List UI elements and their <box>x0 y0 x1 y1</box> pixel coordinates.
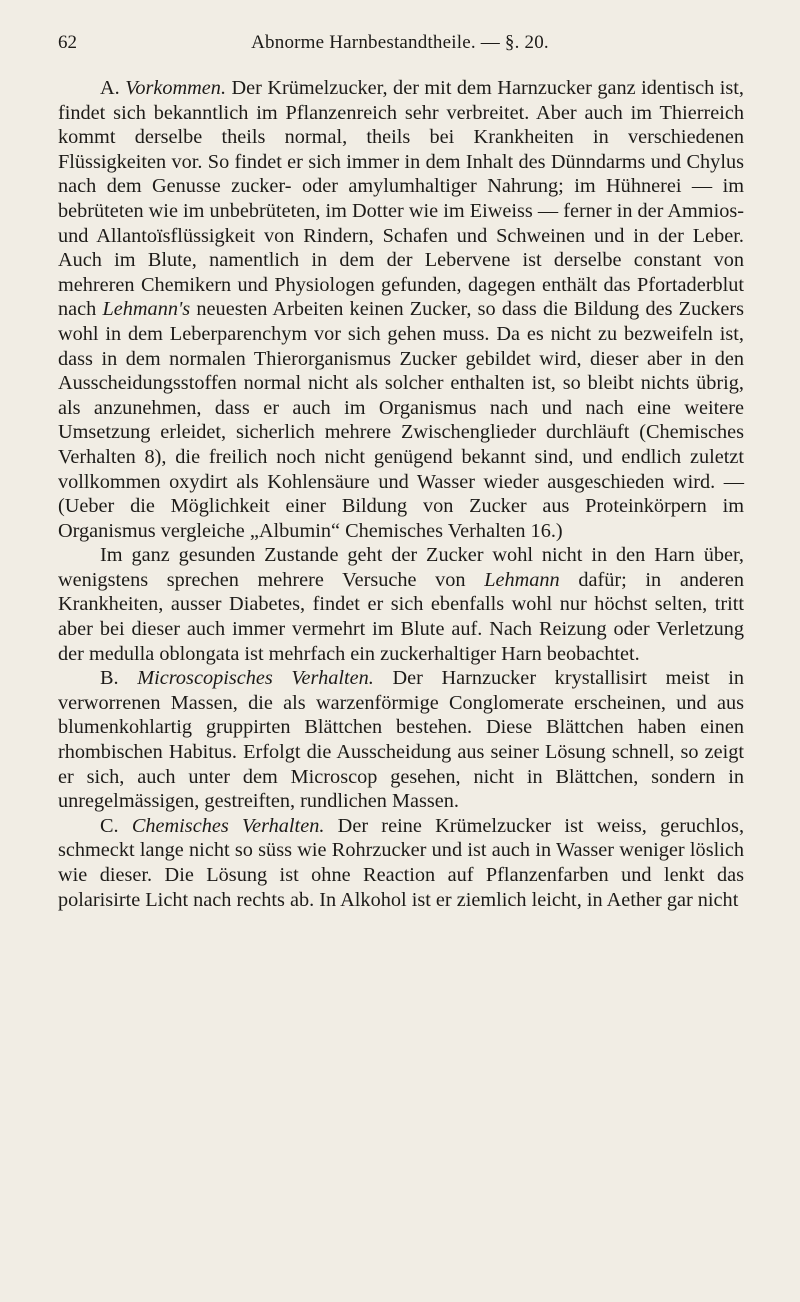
section-heading-microscopisches: Microscopisches Verhalten. <box>137 667 374 690</box>
paragraph-chemisches-verhalten <box>58 814 744 912</box>
running-title: Abnorme Harnbestandtheile. — §. 20. <box>251 32 549 53</box>
section-heading-vorkommen: Vorkommen. <box>125 77 227 99</box>
paragraph-vorkommen <box>58 76 744 543</box>
section-label-b: B. <box>100 667 119 690</box>
paragraph-microscopisches-verhalten <box>58 666 744 814</box>
author-name: Lehmann <box>484 568 560 591</box>
section-label-a: A. <box>100 77 120 99</box>
body-text <box>58 76 744 912</box>
paragraph-text: neuesten Arbeiten keinen Zucker, so dass die Bildung des Zuckers wohl in dem Leberparenchym vor sich gehen muss. Da es nicht zu bezweifeln ist, dass in dem normalen Thierorganismus Zucker gebildet wird, dieser aber in den Ausscheidungsstoffen normal nicht als solcher enthalten ist, so bleibt nichts übrig, als anzunehmen, dass er auch im Organismus nach und nach eine weitere Umsetzung erleidet, sicherlich mehrere Zwischenglieder durchläuft (Chemisches Verhalten 8), die freilich noch nicht genügend bekannt sind, und endlich zuletzt vollkommen oxydirt als Kohlensäure und Wasser wieder ausgeschieden wird. — (Ueber die Möglichkeit einer Bildung von Zucker aus Proteinkörpern im Organismus vergleiche „Albumin“ Chemisches Verhalten 16.) <box>58 298 744 542</box>
paragraph-text: Im ganz gesunden Zustande geht der Zucker wohl nicht in den Harn über, wenigstens sprechen mehrere Versuche von <box>58 544 744 591</box>
page-number: 62 <box>58 32 77 53</box>
paragraph-text: dafür; in anderen Krankheiten, ausser Diabetes, findet er sich ebenfalls wohl nur höchst selten, tritt aber bei dieser auch immer vermehrt im Blute auf. Nach Reizung oder Verletzung der medulla oblongata ist mehrfach ein zuckerhaltiger Harn beobachtet. <box>58 568 744 665</box>
author-name: Lehmann's <box>102 298 191 321</box>
paragraph-gesunder-zustand <box>58 543 744 666</box>
paragraph-text: Der Krümelzucker, der mit dem Harnzucker ganz identisch ist, findet sich bekanntlich im Pflanzenreich sehr verbreitet. Aber auch im Thierreich kommt derselbe theils normal, theils bei Krankheiten in verschiedenen Flüssigkeiten vor. So findet er sich immer in dem Inhalt des Dünndarms und Chylus nach dem Genusse zucker- oder amylumhaltiger Nahrung; im Hühnerei — im bebrüteten wie im unbebrüteten, im Dotter wie im Eiweiss — ferner in der Ammios- und Allantoïsflüssigkeit von Rindern, Schafen und Schweinen und in der Leber. Auch im Blute, namentlich in dem der Lebervene ist derselbe constant von mehreren Chemikern und Physiologen gefunden, dagegen enthält das Pfortaderblut nach <box>58 77 745 321</box>
section-label-c: C. <box>100 814 119 837</box>
paragraph-text: Der Harnzucker krystallisirt meist in verworrenen Massen, die als warzenförmige Conglomerate erscheinen, und aus blumenkohlartig gruppirten Blättchen bestehen. Diese Blättchen haben einen rhombischen Habitus. Erfolgt die Ausscheidung aus seiner Lösung schnell, so zeigt er sich, auch unter dem Microscop gesehen, nicht in Blättchen, sondern in unregelmässigen, gestreiften, rundlichen Massen. <box>58 667 745 813</box>
page-header <box>58 32 742 56</box>
section-heading-chemisches: Chemisches Verhalten. <box>131 814 325 837</box>
paragraph-text: Der reine Krümelzucker ist weiss, geruchlos, schmeckt lange nicht so süss wie Rohrzucker und ist auch in Wasser weniger löslich wie dieser. Die Lösung ist ohne Reaction auf Pflanzenfarben und lenkt das polarisirte Licht nach rechts ab. In Alkohol ist er ziemlich leicht, in Aether gar nicht <box>58 814 745 911</box>
